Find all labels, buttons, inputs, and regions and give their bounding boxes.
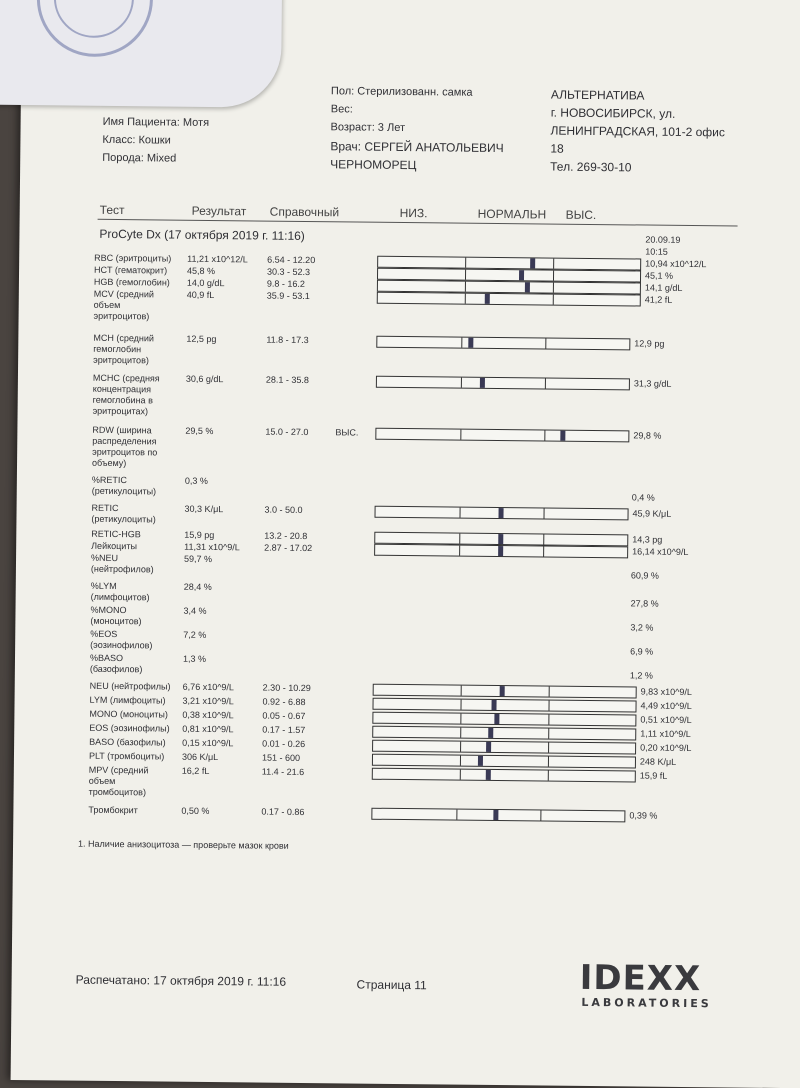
previous-result: 0,20 x10^9/L bbox=[640, 742, 692, 754]
col-low: НИЗ. bbox=[399, 205, 428, 221]
test-reference: 15.0 - 27.0 bbox=[265, 426, 309, 438]
previous-result: 1,2 % bbox=[629, 670, 653, 681]
test-result: 11,21 x10^12/L bbox=[187, 253, 248, 265]
test-reference: 35.9 - 53.1 bbox=[266, 290, 310, 302]
test-result: 29,5 % bbox=[185, 425, 214, 437]
previous-result: 3,2 % bbox=[630, 622, 654, 633]
range-divider bbox=[460, 728, 461, 738]
range-divider bbox=[461, 686, 462, 696]
test-name: эритроцитов) bbox=[93, 310, 150, 322]
range-divider bbox=[459, 534, 460, 544]
result-marker bbox=[498, 546, 503, 556]
test-name: эритроцитов) bbox=[93, 354, 149, 366]
test-name: гемоглобин bbox=[93, 343, 142, 355]
result-marker bbox=[494, 714, 499, 724]
range-bar bbox=[371, 808, 625, 823]
test-name: HGB (гемоглобин) bbox=[93, 276, 170, 288]
range-divider bbox=[456, 810, 457, 820]
page-number: Страница 11 bbox=[356, 977, 427, 993]
range-divider bbox=[545, 378, 546, 388]
test-name: %MONO bbox=[90, 604, 127, 616]
range-bar bbox=[373, 684, 637, 699]
range-bar bbox=[372, 740, 636, 755]
result-marker bbox=[480, 378, 485, 388]
test-result: 0,81 x10^9/L bbox=[182, 723, 234, 735]
col-high: ВЫС. bbox=[565, 207, 597, 223]
range-divider bbox=[545, 338, 546, 348]
range-divider bbox=[548, 715, 549, 725]
range-divider bbox=[461, 378, 462, 388]
test-result: 14,0 g/dL bbox=[186, 277, 225, 289]
range-divider bbox=[460, 700, 461, 710]
range-bar bbox=[374, 506, 628, 521]
col-reference: Справочный bbox=[269, 204, 340, 220]
test-reference: 11.8 - 17.3 bbox=[266, 334, 309, 346]
test-result: 40,9 fL bbox=[186, 289, 215, 301]
test-name: %EOS bbox=[90, 628, 118, 640]
test-name: тромбоцитов) bbox=[88, 786, 147, 798]
test-name: BASO (базофилы) bbox=[89, 736, 166, 748]
range-bar bbox=[372, 698, 636, 713]
test-name: Тромбокрит bbox=[88, 804, 138, 816]
test-reference: 2.87 - 17.02 bbox=[264, 542, 313, 554]
clinic-phone: Тел. 269-30-10 bbox=[550, 159, 632, 175]
doctor-line1: Врач: СЕРГЕЙ АНАТОЛЬЕВИЧ bbox=[330, 139, 504, 156]
test-reference: 30.3 - 52.3 bbox=[267, 266, 311, 278]
patient-class: Класс: Кошки bbox=[102, 133, 171, 147]
test-reference: 2.30 - 10.29 bbox=[262, 682, 311, 694]
previous-result: 248 K/μL bbox=[639, 756, 677, 767]
doctor-line2: ЧЕРНОМОРЕЦ bbox=[330, 157, 417, 173]
test-result: 6,76 x10^9/L bbox=[182, 681, 235, 693]
range-divider bbox=[465, 270, 466, 280]
col-normal: НОРМАЛЬН bbox=[477, 206, 547, 222]
patient-breed: Порода: Mixed bbox=[102, 151, 177, 165]
clinic-address-2: ЛЕНИНГРАДСКАЯ, 101-2 офис bbox=[550, 123, 725, 140]
range-divider bbox=[548, 757, 549, 767]
test-result: 28,4 % bbox=[183, 581, 212, 593]
previous-result: 16,14 x10^9/L bbox=[632, 546, 689, 558]
result-marker bbox=[500, 686, 505, 696]
previous-result: 12,9 pg bbox=[634, 338, 665, 349]
result-marker bbox=[519, 270, 524, 280]
test-name: Лейкоциты bbox=[91, 540, 137, 552]
section-title: ProCyte Dx (17 октября 2019 г. 11:16) bbox=[99, 226, 305, 243]
previous-result: 45,9 K/μL bbox=[632, 508, 672, 519]
test-result: 45,8 % bbox=[187, 265, 216, 277]
test-name: MCV (средний bbox=[93, 288, 154, 300]
test-name: PLT (тромбоциты) bbox=[88, 750, 165, 762]
test-result: 15,9 pg bbox=[184, 529, 215, 541]
result-marker bbox=[488, 728, 493, 738]
previous-result: 10,94 x10^12/L bbox=[645, 258, 707, 270]
test-name: HCT (гематокрит) bbox=[94, 264, 168, 276]
result-marker bbox=[468, 338, 473, 348]
range-divider bbox=[543, 508, 544, 518]
test-result: 0,15 x10^9/L bbox=[182, 737, 234, 749]
result-marker bbox=[498, 508, 503, 518]
test-name: MCHC (средняя bbox=[92, 372, 160, 384]
test-name: RETIC-HGB bbox=[91, 528, 141, 540]
test-reference: 3.0 - 50.0 bbox=[264, 504, 303, 515]
range-divider bbox=[465, 282, 466, 292]
result-marker bbox=[498, 534, 503, 544]
test-reference: 9.8 - 16.2 bbox=[266, 278, 306, 289]
test-result: 11,31 x10^9/L bbox=[184, 541, 240, 553]
range-divider bbox=[459, 508, 460, 518]
idexx-logo: IDEXX bbox=[579, 957, 702, 1000]
test-result: 16,2 fL bbox=[181, 765, 210, 777]
test-reference: 0.17 - 0.86 bbox=[261, 806, 305, 818]
test-name: объем bbox=[93, 299, 121, 311]
range-divider bbox=[460, 714, 461, 724]
range-bar bbox=[372, 726, 636, 741]
test-result: 1,3 % bbox=[182, 653, 207, 664]
previous-result: 45,1 % bbox=[644, 270, 674, 281]
test-reference: 0.17 - 1.57 bbox=[262, 724, 306, 736]
range-divider bbox=[548, 743, 549, 753]
previous-result: 15,9 fL bbox=[639, 770, 668, 781]
range-divider bbox=[461, 338, 462, 348]
previous-result: 27,8 % bbox=[630, 598, 659, 609]
test-reference: 28.1 - 35.8 bbox=[265, 374, 310, 386]
test-name: RETIC bbox=[91, 502, 119, 514]
test-name: %NEU bbox=[91, 552, 119, 564]
result-marker bbox=[530, 258, 535, 268]
test-name: эритроцитах) bbox=[92, 405, 149, 417]
test-flag: ВЫС. bbox=[335, 427, 359, 438]
result-marker bbox=[491, 700, 496, 710]
range-bar bbox=[372, 754, 636, 769]
range-divider bbox=[553, 259, 554, 269]
clinic-address-1: г. НОВОСИБИРСК, ул. bbox=[550, 105, 676, 121]
result-marker bbox=[486, 742, 491, 752]
test-name: MPV (средний bbox=[88, 764, 149, 776]
range-bar bbox=[372, 712, 636, 727]
patient-name: Имя Пациента: Мотя bbox=[102, 115, 210, 129]
previous-result: 14,3 pg bbox=[632, 534, 663, 545]
test-reference: 0.01 - 0.26 bbox=[262, 738, 306, 750]
test-reference: 151 - 600 bbox=[261, 752, 301, 763]
test-result: 12,5 pg bbox=[186, 333, 217, 345]
test-reference: 0.92 - 6.88 bbox=[262, 696, 306, 708]
test-result: 0,3 % bbox=[184, 475, 208, 486]
range-bar bbox=[374, 544, 628, 559]
range-divider bbox=[553, 295, 554, 305]
test-name: MCH (средний bbox=[93, 332, 155, 344]
range-divider bbox=[549, 687, 550, 697]
previous-result: 0,4 % bbox=[631, 492, 655, 503]
test-result: 30,3 K/μL bbox=[184, 503, 224, 515]
range-bar bbox=[376, 336, 630, 351]
test-result: 306 K/μL bbox=[181, 751, 219, 763]
range-divider bbox=[460, 770, 461, 780]
test-result: 59,7 % bbox=[184, 553, 213, 565]
col-result: Результат bbox=[191, 203, 247, 219]
test-name: (лимфоцитов) bbox=[90, 591, 150, 603]
range-divider bbox=[544, 430, 545, 440]
range-divider bbox=[553, 283, 554, 293]
range-divider bbox=[460, 756, 461, 766]
stamp-seal-icon bbox=[36, 0, 153, 57]
test-name: (моноцитов) bbox=[90, 615, 142, 627]
range-bar bbox=[372, 768, 636, 783]
previous-result: 29,8 % bbox=[633, 430, 662, 441]
stamp-paper bbox=[0, 0, 282, 108]
range-divider bbox=[553, 271, 554, 281]
test-name: (базофилов) bbox=[89, 663, 143, 675]
range-divider bbox=[465, 294, 466, 304]
report-sheet bbox=[11, 0, 800, 1088]
range-divider bbox=[460, 742, 461, 752]
test-result: 30,6 g/dL bbox=[185, 373, 224, 385]
test-result: 7,2 % bbox=[183, 629, 207, 640]
range-divider bbox=[465, 258, 466, 268]
test-name: %LYM bbox=[90, 580, 117, 592]
footnote: 1. Наличие анизоцитоза — проверьте мазок крови bbox=[78, 838, 289, 851]
range-divider bbox=[460, 430, 461, 440]
range-divider bbox=[459, 546, 460, 556]
range-divider bbox=[548, 771, 549, 781]
previous-time: 10:15 bbox=[645, 246, 668, 257]
col-test: Тест bbox=[99, 202, 125, 218]
result-marker bbox=[560, 431, 565, 441]
test-name: концентрация bbox=[92, 383, 152, 395]
test-name: (ретикулоциты) bbox=[91, 485, 157, 497]
test-result: 0,50 % bbox=[181, 805, 210, 817]
range-divider bbox=[540, 810, 541, 820]
test-name: %BASO bbox=[89, 652, 124, 664]
previous-result: 31,3 g/dL bbox=[633, 378, 672, 389]
test-name: объем bbox=[88, 775, 116, 787]
previous-result: 0,51 x10^9/L bbox=[640, 714, 692, 726]
test-reference: 13.2 - 20.8 bbox=[264, 530, 308, 542]
test-name: гемоглобина в bbox=[92, 394, 153, 406]
test-name: MONO (моноциты) bbox=[89, 708, 168, 720]
test-name: (эозинофилов) bbox=[90, 639, 153, 651]
previous-result: 60,9 % bbox=[630, 570, 659, 581]
range-bar bbox=[377, 292, 641, 307]
test-name: NEU (нейтрофилы) bbox=[89, 680, 171, 692]
idexx-logo-subtitle: LABORATORIES bbox=[581, 995, 712, 1011]
clinic-name: АЛЬТЕРНАТИВА bbox=[550, 87, 645, 103]
previous-result: 0,39 % bbox=[629, 810, 658, 821]
printed-date: Распечатано: 17 октября 2019 г. 11:16 bbox=[75, 972, 287, 989]
test-name: эритроцитов по bbox=[92, 446, 158, 458]
test-name: EOS (эозинофилы) bbox=[89, 722, 170, 734]
test-name: объему) bbox=[92, 457, 127, 469]
result-marker bbox=[493, 810, 498, 820]
range-bar bbox=[375, 428, 629, 443]
test-reference: 6.54 - 12.20 bbox=[267, 254, 316, 266]
range-bar bbox=[376, 376, 630, 391]
clinic-address-3: 18 bbox=[550, 141, 564, 156]
previous-date: 20.09.19 bbox=[645, 234, 681, 245]
patient-age: Возраст: 3 Лет bbox=[330, 121, 406, 135]
test-name: LYM (лимфоциты) bbox=[89, 694, 166, 706]
test-result: 3,4 % bbox=[183, 605, 207, 616]
previous-result: 9,83 x10^9/L bbox=[640, 686, 693, 698]
range-divider bbox=[543, 546, 544, 556]
range-divider bbox=[548, 729, 549, 739]
previous-result: 1,11 x10^9/L bbox=[640, 728, 691, 740]
test-name: распределения bbox=[92, 435, 157, 447]
test-name: (ретикулоциты) bbox=[91, 513, 156, 525]
result-marker bbox=[485, 294, 490, 304]
previous-result: 6,9 % bbox=[630, 646, 654, 657]
patient-sex: Пол: Стерилизованн. самка bbox=[330, 85, 473, 99]
result-marker bbox=[525, 282, 530, 292]
result-marker bbox=[478, 756, 483, 766]
test-name: RDW (ширина bbox=[92, 424, 152, 436]
previous-result: 14,1 g/dL bbox=[644, 282, 683, 293]
patient-weight: Вес: bbox=[330, 103, 353, 116]
test-name: %RETIC bbox=[91, 474, 127, 486]
range-divider bbox=[543, 534, 544, 544]
test-result: 0,38 x10^9/L bbox=[182, 709, 234, 721]
result-marker bbox=[486, 770, 491, 780]
test-result: 3,21 x10^9/L bbox=[182, 695, 234, 707]
test-reference: 11.4 - 21.6 bbox=[261, 766, 305, 777]
previous-result: 41,2 fL bbox=[644, 294, 673, 305]
test-name: RBC (эритроциты) bbox=[94, 252, 172, 264]
range-divider bbox=[548, 701, 549, 711]
test-reference: 0.05 - 0.67 bbox=[262, 710, 306, 722]
previous-result: 4,49 x10^9/L bbox=[640, 700, 692, 712]
test-name: (нейтрофилов) bbox=[90, 563, 154, 575]
